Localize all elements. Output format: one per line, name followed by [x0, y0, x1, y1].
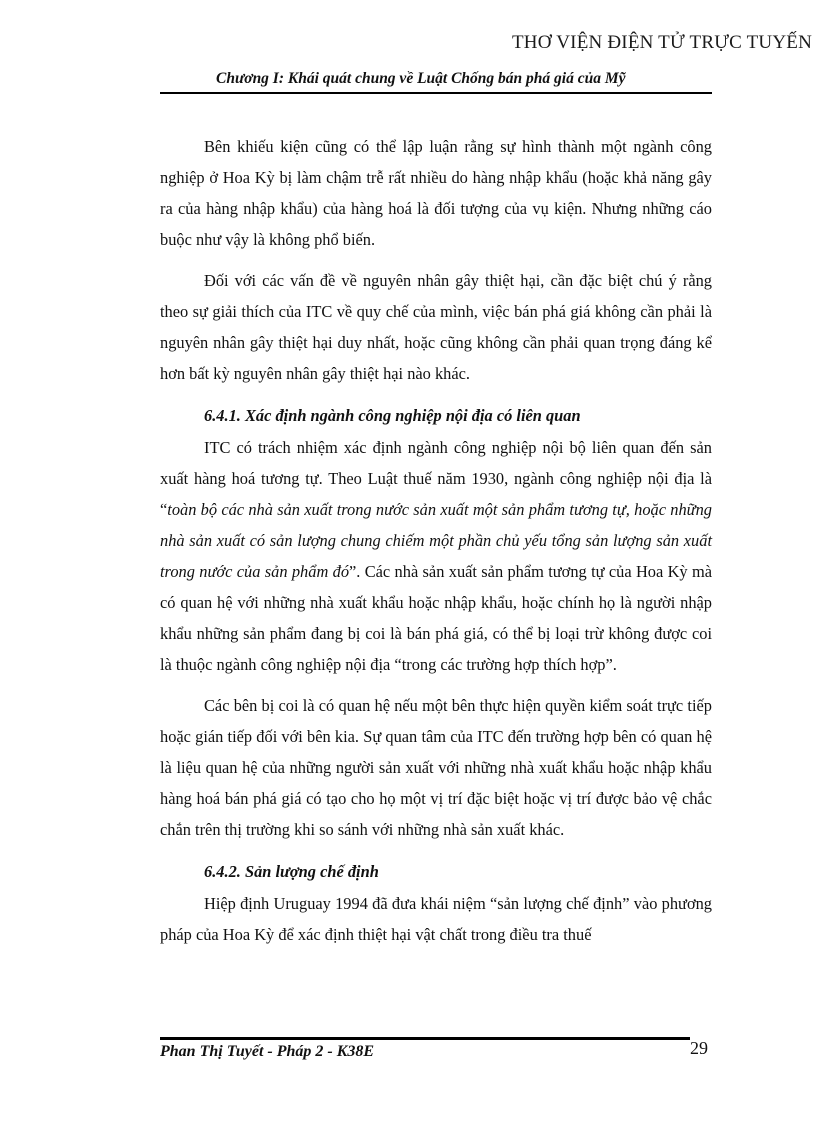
paragraph-3 [160, 432, 712, 680]
chapter-title: Chương I: Khái quát chung về Luật Chống bán phá giá của Mỹ [216, 70, 626, 87]
section-heading-6-4-1: 6.4.1. Xác định ngành công nghiệp nội địa có liên quan [204, 406, 581, 425]
paragraph-3-end: ”. Các nhà sản xuất sản phẩm tương tự của Hoa Kỳ mà có quan hệ với những nhà xuất khẩu hoặc nhập khẩu, hoặc chính họ là người nhập khẩu những sản phẩm đang bị coi là bán phá giá, có thể bị loại trừ không được coi là thuộc ngành công nghiệp nội địa “trong các trường hợp thích hợp”. [160, 562, 712, 674]
page-header [160, 70, 712, 94]
paragraph-1: Bên khiếu kiện cũng có thể lập luận rằng sự hình thành một ngành công nghiệp ở Hoa Kỳ bị làm chậm trễ rất nhiều do hàng nhập khẩu (hoặc khả năng gây ra của hàng nhập khẩu) của hàng hoá là đối tượng của vụ kiện. Nhưng những cáo buộc như vậy là không phổ biến. [160, 137, 712, 249]
paragraph-3-start: ITC có trách nhiệm xác định ngành công nghiệp nội bộ liên quan đến sản xuất hàng hoá tương tự. Theo Luật thuế năm 1930, ngành công nghiệp nội địa là “ [160, 438, 712, 519]
paragraph-5: Hiệp định Uruguay 1994 đã đưa khái niệm “sản lượng chế định” vào phương pháp của Hoa Kỳ để xác định thiệt hại vật chất trong điều tra thuế [160, 894, 712, 944]
section-heading-6-4-2: 6.4.2. Sản lượng chế định [204, 862, 379, 881]
paragraph-3-quote: toàn bộ các nhà sản xuất trong nước sản xuất một sản phẩm tương tự, hoặc những nhà sản xuất có sản lượng chung chiếm một phần chủ yếu tổng sản lượng sản xuất trong nước của sản phẩm đó [160, 500, 712, 581]
watermark-text: THƠ VIỆN ĐIỆN TỬ TRỰC TUYẾN [512, 32, 812, 53]
footer-author: Phan Thị Tuyết - Pháp 2 - K38E [160, 1043, 375, 1060]
page-number: 29 [690, 1038, 708, 1058]
paragraph-4: Các bên bị coi là có quan hệ nếu một bên thực hiện quyền kiểm soát trực tiếp hoặc gián tiếp đối với bên kia. Sự quan tâm của ITC đến trường hợp bên có quan hệ là liệu quan hệ của những người sản xuất với những nhà xuất khẩu hoặc nhập khẩu hàng hoá bán phá giá có tạo cho họ một vị trí đặc biệt hoặc vị trí được bảo vệ chắc chắn trên thị trường khi so sánh với những nhà sản xuất khác. [160, 696, 712, 839]
document-body [160, 131, 712, 950]
paragraph-2: Đối với các vấn đề về nguyên nhân gây thiệt hại, cần đặc biệt chú ý rằng theo sự giải thích của ITC về quy chế của mình, việc bán phá giá không cần phải là nguyên nhân gây thiệt hại duy nhất, hoặc cũng không cần phải quan trọng đáng kể hơn bất kỳ nguyên nhân gây thiệt hại nào khác. [160, 271, 712, 383]
footer-divider [160, 1037, 690, 1040]
